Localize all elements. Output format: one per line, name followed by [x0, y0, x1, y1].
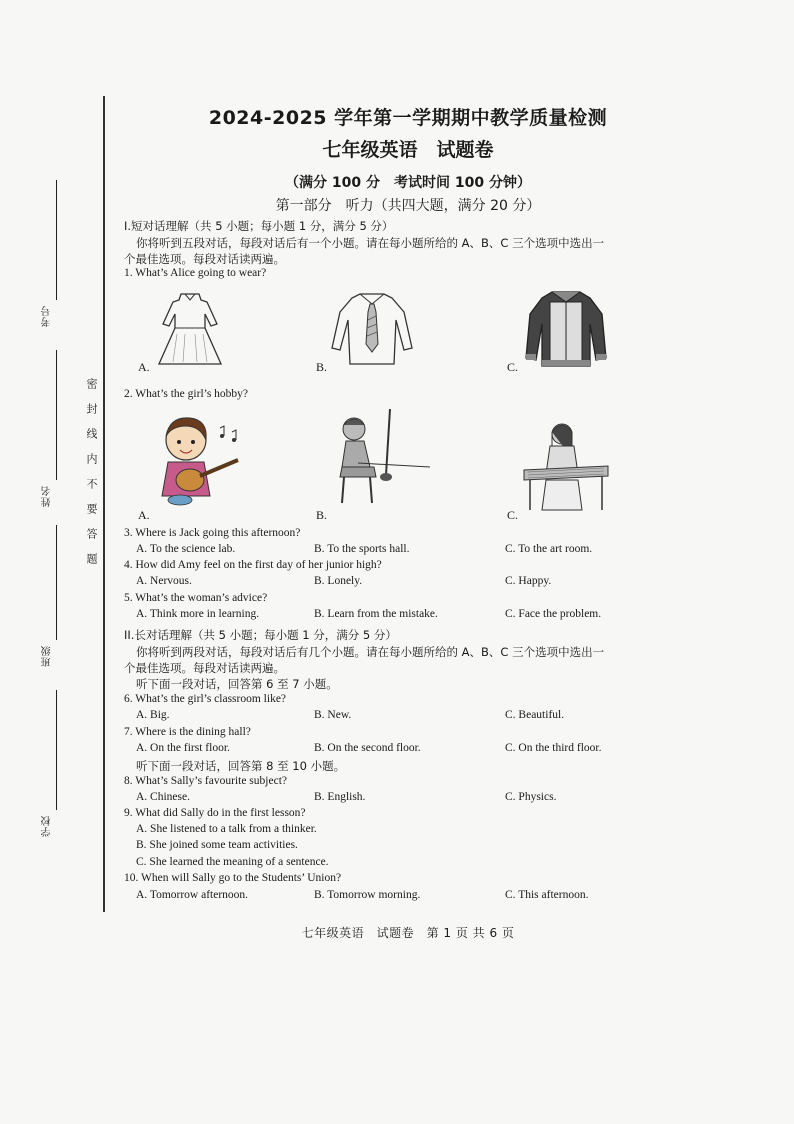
section1-instruction-1: 你将听到五段对话，每段对话后有一个小题。请在每小题所给的 A、B、C 三个选项中选出一	[136, 236, 605, 250]
seal-notice: 密封线内不要答题	[85, 378, 98, 578]
q3-option-c: C. To the art room.	[505, 543, 593, 555]
q10-option-a: A. Tomorrow afternoon.	[136, 889, 249, 901]
class-label: 班级	[42, 645, 53, 667]
guitar-girl-icon	[150, 412, 250, 508]
part-heading: 第一部分 听力（共四大题，满分 20 分）	[275, 198, 541, 214]
erhu-girl-icon	[330, 405, 434, 509]
q1-option-b: B.	[316, 360, 328, 374]
binding-rule	[103, 96, 105, 912]
q6-option-b: B. New.	[314, 709, 352, 721]
school-label: 学校	[42, 815, 53, 837]
q9-option-c: C. She learned the meaning of a sentence.	[136, 856, 329, 868]
q10-option-b: B. Tomorrow morning.	[314, 889, 421, 901]
shirt-tie-icon	[330, 290, 414, 368]
q5-option-c: C. Face the problem.	[505, 608, 602, 620]
section2-heading: II.长对话理解（共 5 小题；每小题 1 分，满分 5 分）	[124, 628, 397, 642]
section1-heading: I.短对话理解（共 5 小题；每小题 1 分，满分 5 分）	[124, 219, 394, 233]
q5-option-a: A. Think more in learning.	[136, 608, 260, 620]
q9-text: 9. What did Sally do in the first lesson?	[124, 807, 306, 819]
q3-option-a: A. To the science lab.	[136, 543, 236, 555]
q6-option-c: C. Beautiful.	[505, 709, 565, 721]
dress-icon	[155, 290, 225, 368]
q8-option-a: A. Chinese.	[136, 791, 190, 803]
q1-option-a: A.	[138, 360, 150, 374]
q10-text: 10. When will Sally go to the Students’ Union?	[124, 872, 342, 884]
name-label: 姓名	[42, 485, 53, 507]
q8-option-c: C. Physics.	[505, 791, 557, 803]
guzheng-girl-icon	[520, 418, 612, 512]
school-line	[56, 690, 57, 810]
q10-option-c: C. This afternoon.	[505, 889, 589, 901]
q4-option-c: C. Happy.	[505, 575, 552, 587]
q4-option-b: B. Lonely.	[314, 575, 363, 587]
jacket-icon	[524, 288, 608, 372]
exam-no-label: 考号	[42, 305, 53, 327]
q7-option-b: B. On the second floor.	[314, 742, 421, 754]
exam-subtitle: 七年级英语 试题卷	[322, 139, 494, 161]
q7-option-a: A. On the first floor.	[136, 742, 230, 754]
q3-text: 3. Where is Jack going this afternoon?	[124, 527, 301, 539]
q5-option-b: B. Learn from the mistake.	[314, 608, 438, 620]
q9-option-a: A. She listened to a talk from a thinker.	[136, 823, 317, 835]
q5-text: 5. What’s the woman’s advice?	[124, 592, 268, 604]
q8-text: 8. What’s Sally’s favourite subject?	[124, 775, 287, 787]
name-line	[56, 350, 57, 480]
q4-text: 4. How did Amy feel on the first day of her junior high?	[124, 559, 382, 571]
exam-no-line	[56, 180, 57, 300]
q1-text: 1. What’s Alice going to wear?	[124, 267, 267, 279]
q2-option-a: A.	[138, 508, 150, 522]
q2-text: 2. What’s the girl’s hobby?	[124, 388, 249, 400]
class-line	[56, 525, 57, 640]
q4-option-a: A. Nervous.	[136, 575, 192, 587]
section2-listen-2: 听下面一段对话，回答第 8 至 10 小题。	[136, 759, 346, 773]
q2-option-b: B.	[316, 508, 328, 522]
section1-instruction-2: 个最佳选项。每段对话读两遍。	[124, 252, 285, 266]
q6-text: 6. What’s the girl’s classroom like?	[124, 693, 287, 705]
section2-instruction-2: 个最佳选项。每段对话读两遍。	[124, 661, 285, 675]
section2-listen-1: 听下面一段对话，回答第 6 至 7 小题。	[136, 677, 338, 691]
q9-option-b: B. She joined some team activities.	[136, 839, 298, 851]
section2-instruction-1: 你将听到两段对话，每段对话后有几个小题。请在每小题所给的 A、B、C 三个选项中选出一	[136, 645, 605, 659]
q7-text: 7. Where is the dining hall?	[124, 726, 251, 738]
q7-option-c: C. On the third floor.	[505, 742, 602, 754]
q8-option-b: B. English.	[314, 791, 366, 803]
q1-option-c: C.	[507, 360, 519, 374]
exam-title: 2024-2025 学年第一学期期中教学质量检测	[208, 107, 608, 129]
page-footer: 七年级英语 试题卷 第 1 页 共 6 页	[301, 926, 515, 940]
q2-option-c: C.	[507, 508, 519, 522]
score-info: （满分 100 分 考试时间 100 分钟）	[285, 175, 531, 191]
q6-option-a: A. Big.	[136, 709, 170, 721]
q3-option-b: B. To the sports hall.	[314, 543, 410, 555]
